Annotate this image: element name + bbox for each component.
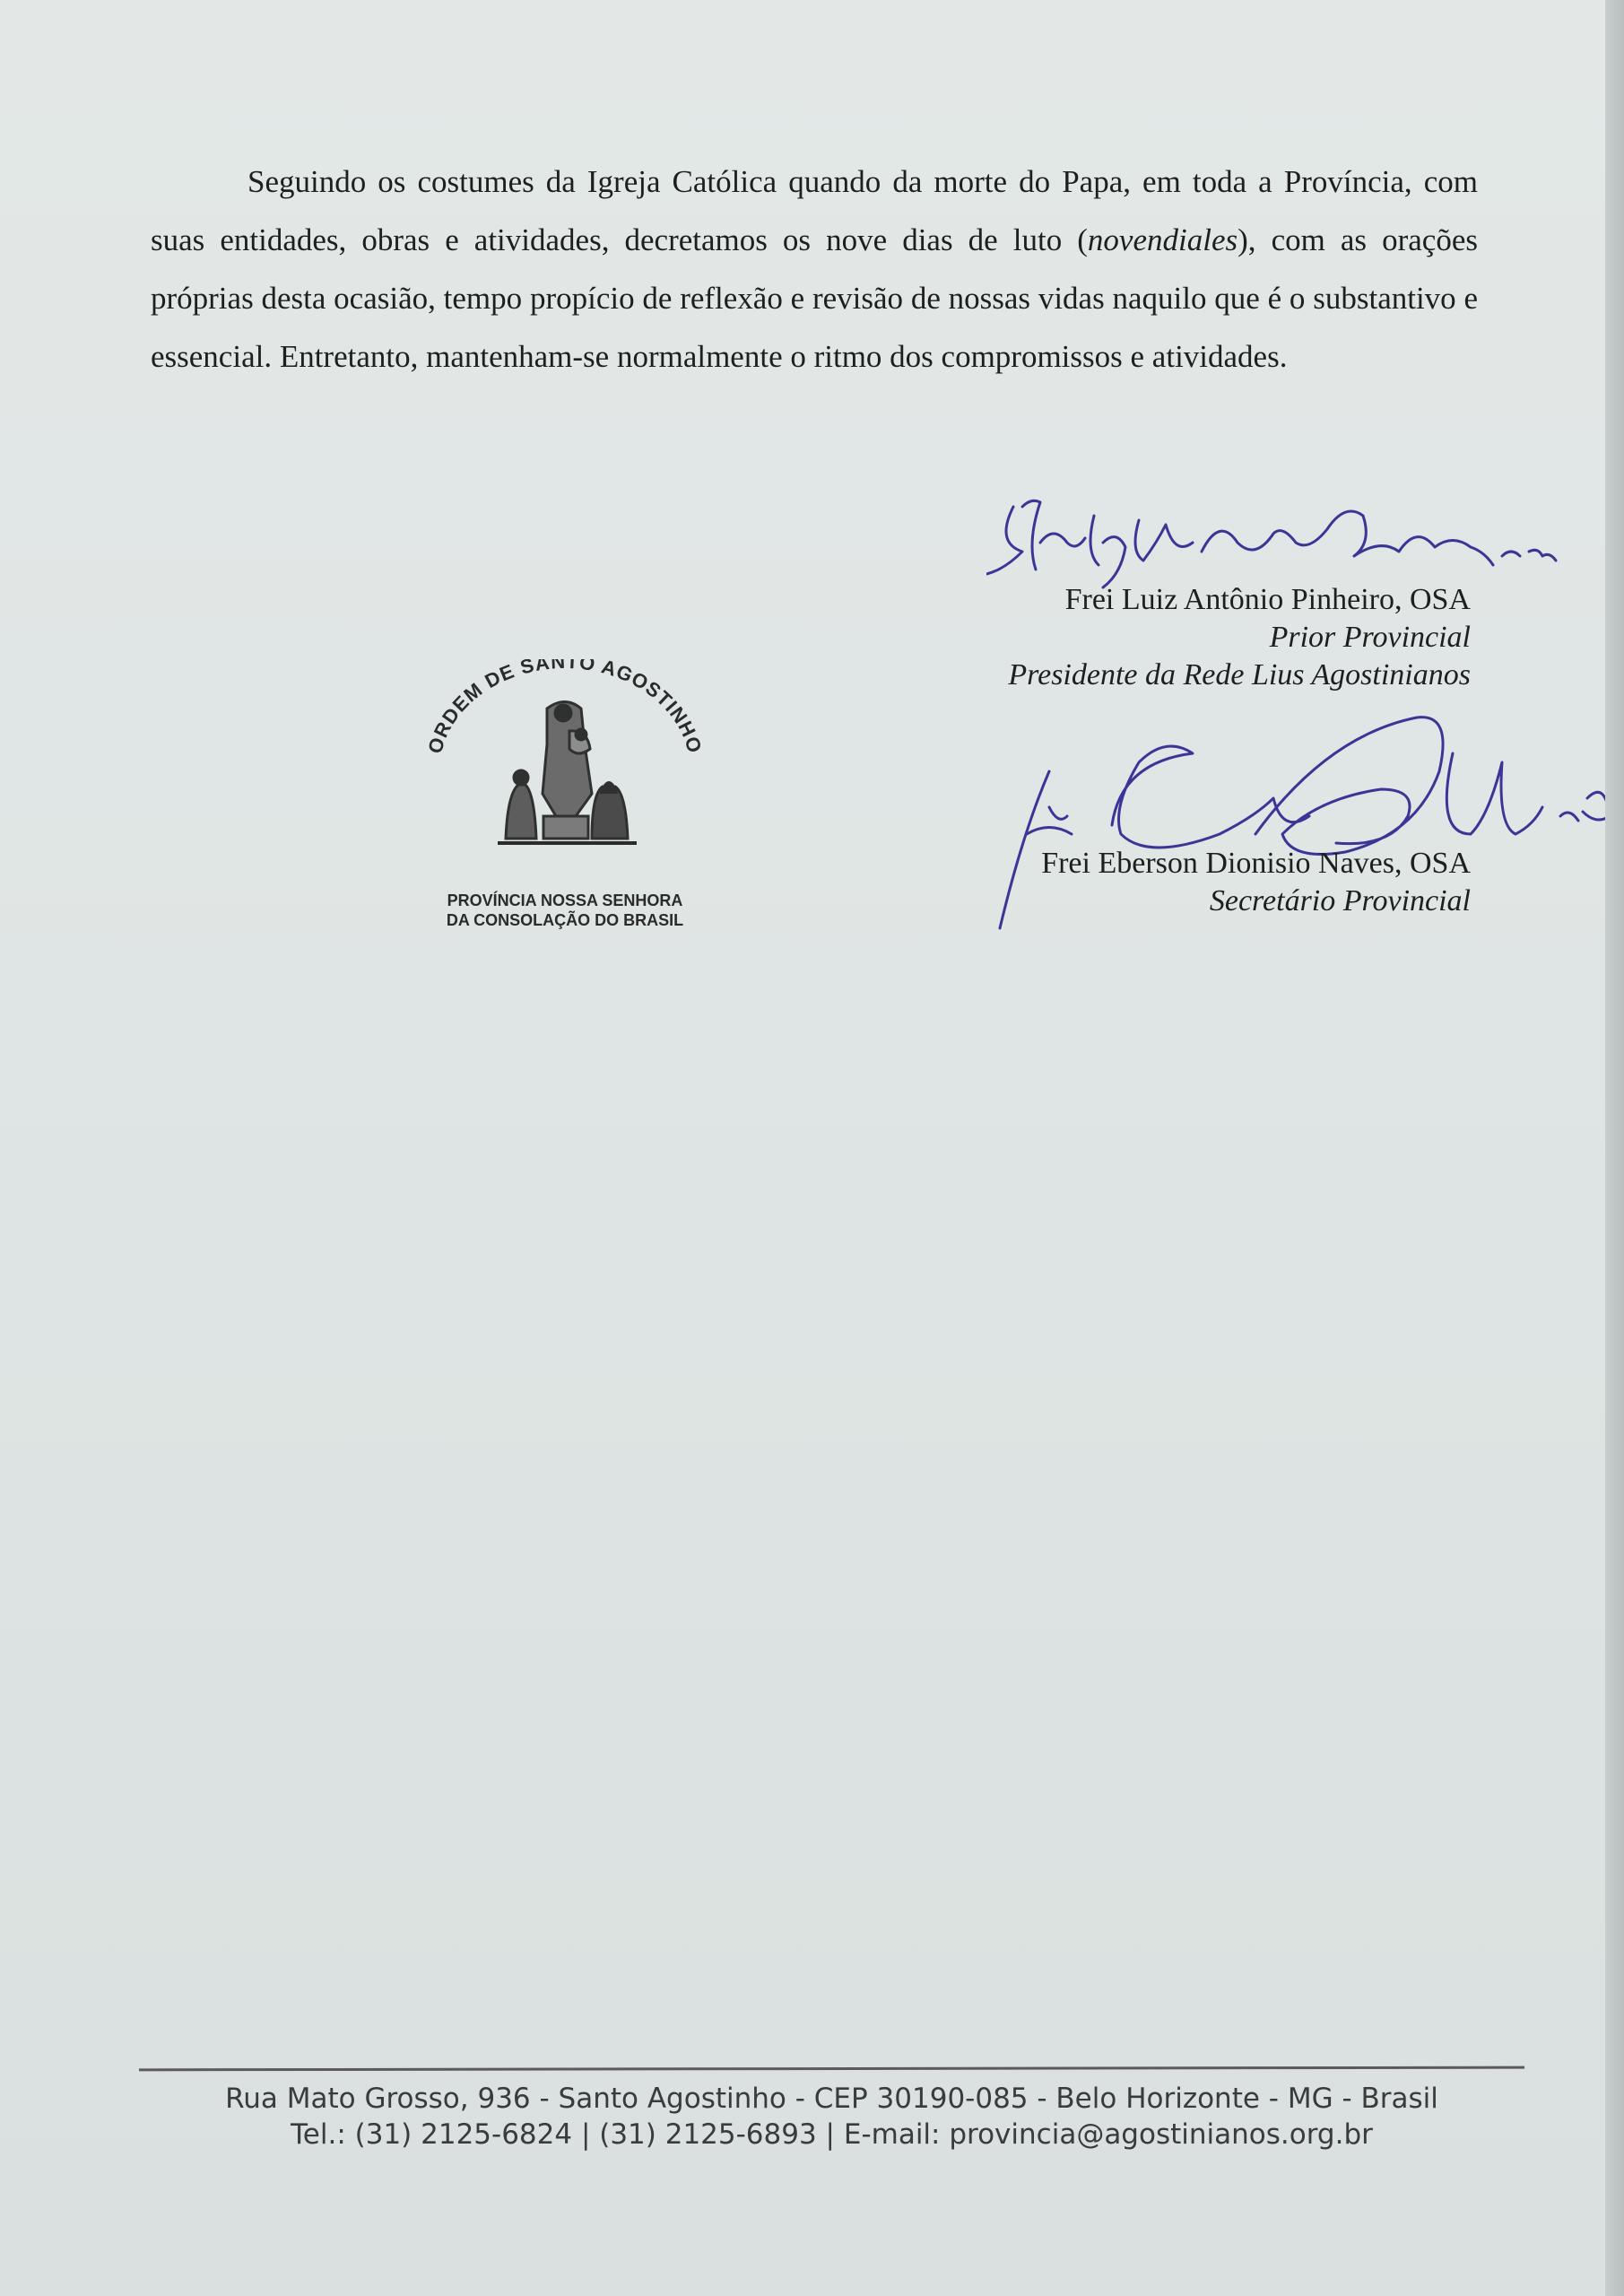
paragraph-emphasis: novendiales xyxy=(1087,222,1238,257)
footer-divider xyxy=(139,2066,1524,2072)
signatory-2 xyxy=(1041,845,1471,920)
signatory-role: Prior Provincial xyxy=(1269,621,1471,654)
signatory-1 xyxy=(1008,581,1471,694)
signatory-role: Secretário Provincial xyxy=(1209,884,1471,918)
order-seal-logo xyxy=(413,659,717,946)
seal-emblem-icon xyxy=(413,659,717,892)
seal-arc-text: ORDEM DE SANTO AGOSTINHO xyxy=(423,659,707,756)
paragraph-text-start: Seguindo os costumes da Igreja Católica quando da morte do Papa, em toda a Província, com suas entidades, obras e atividades, decretamos os nove dias de luto ( xyxy=(151,164,1478,257)
seal-caption-line1: PROVÍNCIA NOSSA SENHORA xyxy=(447,891,683,909)
decree-paragraph xyxy=(151,152,1478,386)
footer-contact: Tel.: (31) 2125-6824 | (31) 2125-6893 | E-mail: provincia@agostinianos.org.br xyxy=(291,2118,1373,2151)
letterhead-footer xyxy=(139,2081,1524,2152)
paragraph-text-end: ), com as orações próprias desta ocasião, tempo propício de reflexão e revisão de nossas vidas naquilo que é o substantivo e essencial. Entretanto, mantenham-se normalmente o ritmo dos compromissos e atividades. xyxy=(151,222,1478,374)
signatory-name: Frei Eberson Dionisio Naves, OSA xyxy=(1041,847,1471,880)
footer-address: Rua Mato Grosso, 936 - Santo Agostinho - CEP 30190-085 - Belo Horizonte - MG - Brasil xyxy=(225,2083,1438,2115)
seal-caption-line2: DA CONSOLAÇÃO DO BRASIL xyxy=(446,911,684,929)
signature-prior-provincial xyxy=(986,489,1560,596)
page-edge xyxy=(1605,0,1624,2296)
signatory-name: Frei Luiz Antônio Pinheiro, OSA xyxy=(1064,583,1471,616)
signatory-role: Presidente da Rede Lius Agostinianos xyxy=(1008,658,1471,691)
